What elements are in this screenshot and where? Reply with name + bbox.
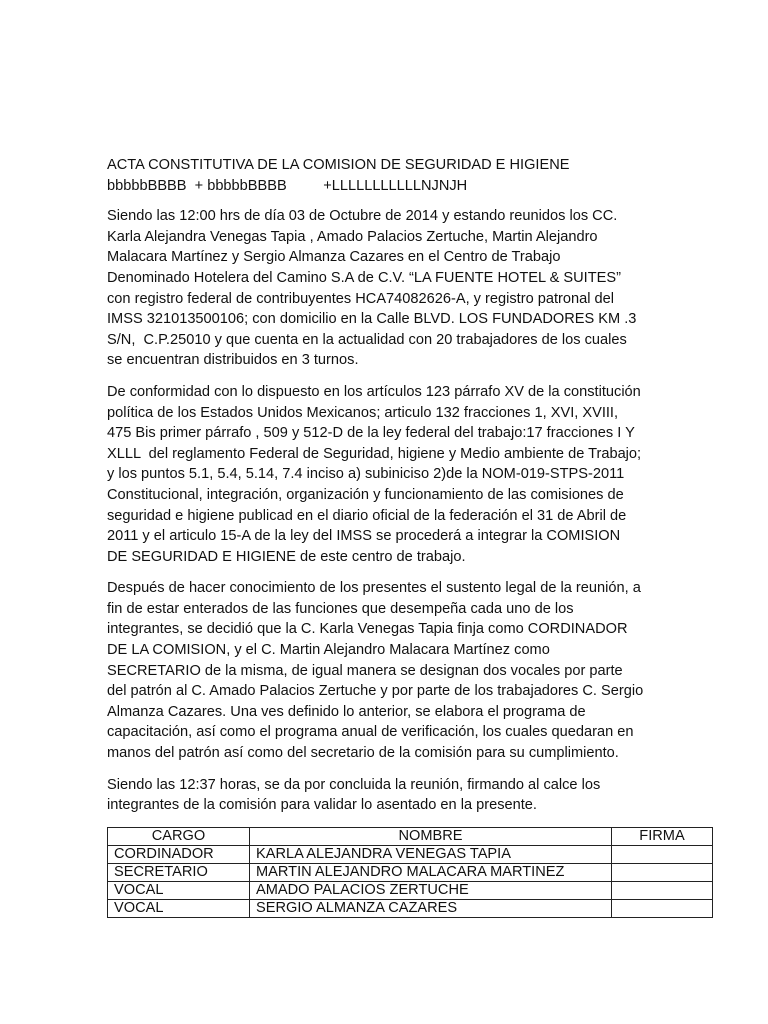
cargo-cell: VOCAL <box>108 881 250 899</box>
paragraph-line: capacitación, así como el programa anual de verificación, los cuales quedaran en <box>107 724 634 741</box>
paragraph <box>107 775 717 816</box>
cargo-cell: CORDINADOR <box>108 845 250 863</box>
paragraph-line: fin de estar enterados de las funciones que desempeña cada uno de los <box>107 600 574 617</box>
firma-cell <box>612 863 713 881</box>
paragraph-line: se encuentran distribuidos en 3 turnos. <box>107 352 359 369</box>
document-subtitle: bbbbbBBBB + bbbbbBBBB +LLLLLLLLLLLNJNJH <box>107 177 468 194</box>
paragraph-line: integrantes de la comisión para validar lo asentado en la presente. <box>107 797 537 814</box>
paragraph-line: DE SEGURIDAD E HIGIENE de este centro de trabajo. <box>107 548 466 565</box>
document-header <box>107 155 717 196</box>
paragraph-line: S/N, C.P.25010 y que cuenta en la actualidad con 20 trabajadores de los cuales <box>107 331 627 348</box>
document-page <box>107 155 717 918</box>
paragraph-line: manos del patrón así como del secretario de la comisión para su cumplimiento. <box>107 745 619 762</box>
header-cargo: CARGO <box>108 827 250 845</box>
paragraph-line: Karla Alejandra Venegas Tapia , Amado Palacios Zertuche, Martin Alejandro <box>107 228 598 245</box>
table-row <box>108 899 713 917</box>
cargo-cell: VOCAL <box>108 899 250 917</box>
paragraph <box>107 578 717 763</box>
paragraph <box>107 382 717 567</box>
paragraph-line: Siendo las 12:00 hrs de día 03 de Octubre de 2014 y estando reunidos los CC. <box>107 208 618 225</box>
header-nombre: NOMBRE <box>250 827 612 845</box>
paragraph-line: Malacara Martínez y Sergio Almanza Cazares en el Centro de Trabajo <box>107 249 561 266</box>
paragraph-line: IMSS 321013500106; con domicilio en la Calle BLVD. LOS FUNDADORES KM .3 <box>107 311 637 328</box>
paragraph-line: política de los Estados Unidos Mexicanos; articulo 132 fracciones 1, XVI, XVIII, <box>107 404 619 421</box>
firma-cell <box>612 881 713 899</box>
paragraph-line: 2011 y el articulo 15-A de la ley del IMSS se procederá a integrar la COMISION <box>107 528 621 545</box>
paragraph-line: Almanza Cazares. Una ves definido lo anterior, se elabora el programa de <box>107 703 586 720</box>
paragraph-line: XLLL del reglamento Federal de Seguridad, higiene y Medio ambiente de Trabajo; <box>107 445 642 462</box>
paragraph-line: Constitucional, integración, organización y funcionamiento de las comisiones de <box>107 486 624 503</box>
paragraph-line: Denominado Hotelera del Camino S.A de C.V. “LA FUENTE HOTEL & SUITES” <box>107 269 621 286</box>
paragraph-line: con registro federal de contribuyentes HCA74082626-A, y registro patronal del <box>107 290 615 307</box>
document-body <box>107 206 717 816</box>
document-title: ACTA CONSTITUTIVA DE LA COMISION DE SEGURIDAD E HIGIENE <box>107 157 570 173</box>
paragraph-line: del patrón al C. Amado Palacios Zertuche y por parte de los trabajadores C. Sergio <box>107 683 644 700</box>
paragraph-line: DE LA COMISION, y el C. Martin Alejandro Malacara Martínez como <box>107 642 550 659</box>
firma-cell <box>612 899 713 917</box>
paragraph-line: integrantes, se decidió que la C. Karla Venegas Tapia finja como CORDINADOR <box>107 621 628 638</box>
paragraph-line: SECRETARIO de la misma, de igual manera se designan dos vocales por parte <box>107 662 623 679</box>
signature-table-header-row <box>108 827 713 845</box>
nombre-cell: KARLA ALEJANDRA VENEGAS TAPIA <box>250 845 612 863</box>
table-row <box>108 863 713 881</box>
signature-table <box>107 827 713 918</box>
firma-cell <box>612 845 713 863</box>
table-row <box>108 881 713 899</box>
paragraph-line: 475 Bis primer párrafo , 509 y 512-D de la ley federal del trabajo:17 fracciones I Y <box>107 425 635 442</box>
nombre-cell: AMADO PALACIOS ZERTUCHE <box>250 881 612 899</box>
paragraph-line: De conformidad con lo dispuesto en los artículos 123 párrafo XV de la constitución <box>107 383 641 400</box>
header-firma: FIRMA <box>612 827 713 845</box>
table-row <box>108 845 713 863</box>
paragraph-line: Después de hacer conocimiento de los presentes el sustento legal de la reunión, a <box>107 580 641 597</box>
paragraph <box>107 206 717 371</box>
paragraph-line: y los puntos 5.1, 5.4, 5.14, 7.4 inciso a) subiniciso 2)de la NOM-019-STPS-2011 <box>107 466 625 483</box>
cargo-cell: SECRETARIO <box>108 863 250 881</box>
nombre-cell: SERGIO ALMANZA CAZARES <box>250 899 612 917</box>
paragraph-line: seguridad e higiene publicad en el diario oficial de la federación el 31 de Abril de <box>107 507 627 524</box>
nombre-cell: MARTIN ALEJANDRO MALACARA MARTINEZ <box>250 863 612 881</box>
paragraph-line: Siendo las 12:37 horas, se da por concluida la reunión, firmando al calce los <box>107 776 601 793</box>
